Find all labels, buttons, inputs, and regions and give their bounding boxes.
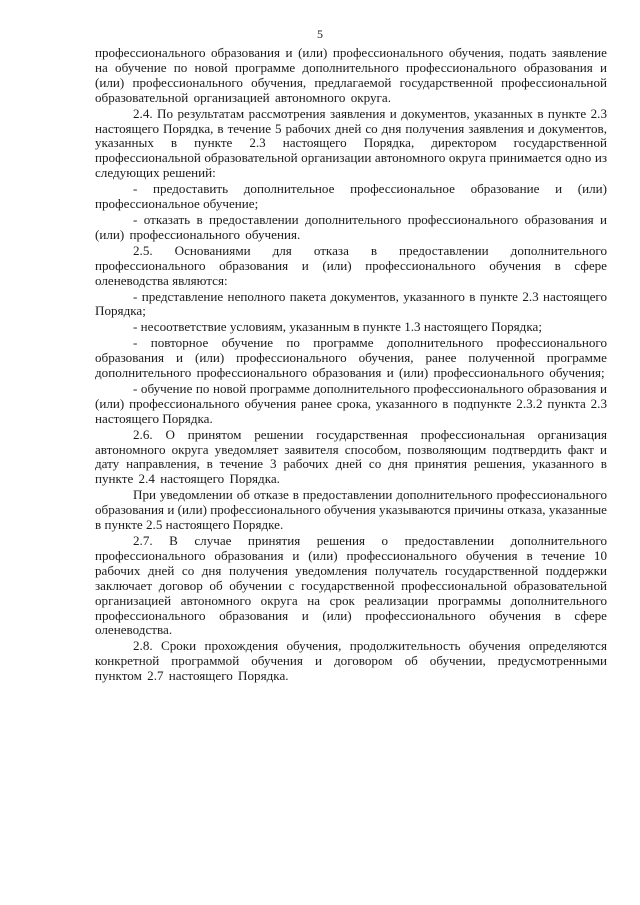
paragraph-2-8: 2.8. Сроки прохождения обучения, продолжительность обучения определяются конкретной программой обучения и договором об обучении, предусмотренными пунктом 2.7 настоящего Порядка. [95, 638, 607, 684]
paragraph-2-6: 2.6. О принятом решении государственная профессиональная организация автономного округа уведомляет заявителя способом, позволяющим подтвердить факт и дату направления, в течение 3 рабочих дней со дня принятия решения, указанного в пункте 2.4 настоящего Порядка. [95, 426, 607, 487]
list-item-nonconformity: - несоответствие условиям, указанным в пункте 1.3 настоящего Порядка; [133, 319, 542, 335]
paragraph-continuation: профессионального образования и (или) профессионального обучения, подать заявление на обучение по новой программе дополнительного профессионального образования и (или) профессионального обучения, предлагаемой государственной профессиональной образовательной организацией автономного округа. [95, 45, 607, 105]
paragraph-2-7: 2.7. В случае принятия решения о предоставлении дополнительного профессионального образования и (или) профессионального обучения в течение 10 рабочих дней со дня получения уведомления получатель государственной поддержки заключает договор об обучении с государственной профессиональной образовательной организацией автономного округа на срок реализации программы дополнительного профессионального образования и (или) профессионального обучения в сфере оленеводства. [95, 533, 607, 638]
paragraph-2-5: 2.5. Основаниями для отказа в предоставлении дополнительного профессионального образования и (или) профессионального обучения в сфере оленеводства являются: [95, 242, 607, 288]
list-item-incomplete-docs: - представление неполного пакета документов, указанного в пункте 2.3 настоящего Порядка; [95, 288, 607, 319]
page-number: 5 [317, 27, 323, 41]
paragraph-refusal-notice: При уведомлении об отказе в предоставлении дополнительного профессионального образования и (или) профессионального обучения указываются причины отказа, указанные в пункте 2.5 настоящего Порядке. [95, 487, 607, 533]
document-body [95, 46, 607, 685]
paragraph-2-4: 2.4. По результатам рассмотрения заявления и документов, указанных в пункте 2.3 настоящего Порядка, в течение 5 рабочих дней со дня получения заявления и документов, указанных в пункте 2.3 настоящего Порядка, директором государственной профессиональной образовательной организации автономного округа принимается одно из следующих решений: [95, 105, 607, 181]
list-item-repeat-training: - повторное обучение по программе дополнительного профессионального образования и (или) профессионального обучения, ранее полученной программе дополнительного профессионального образования и (или) профессионального обучения; [95, 335, 607, 381]
list-item-grant: - предоставить дополнительное профессиональное образование и (или) профессиональное обучение; [95, 181, 607, 212]
list-item-refuse: - отказать в предоставлении дополнительного профессионального образования и (или) профессионального обучения. [95, 211, 607, 242]
list-item-early-training: - обучение по новой программе дополнительного профессионального образования и (или) профессионального обучения ранее срока, указанного в подпункте 2.3.2 пункта 2.3 настоящего Порядка. [95, 380, 607, 426]
